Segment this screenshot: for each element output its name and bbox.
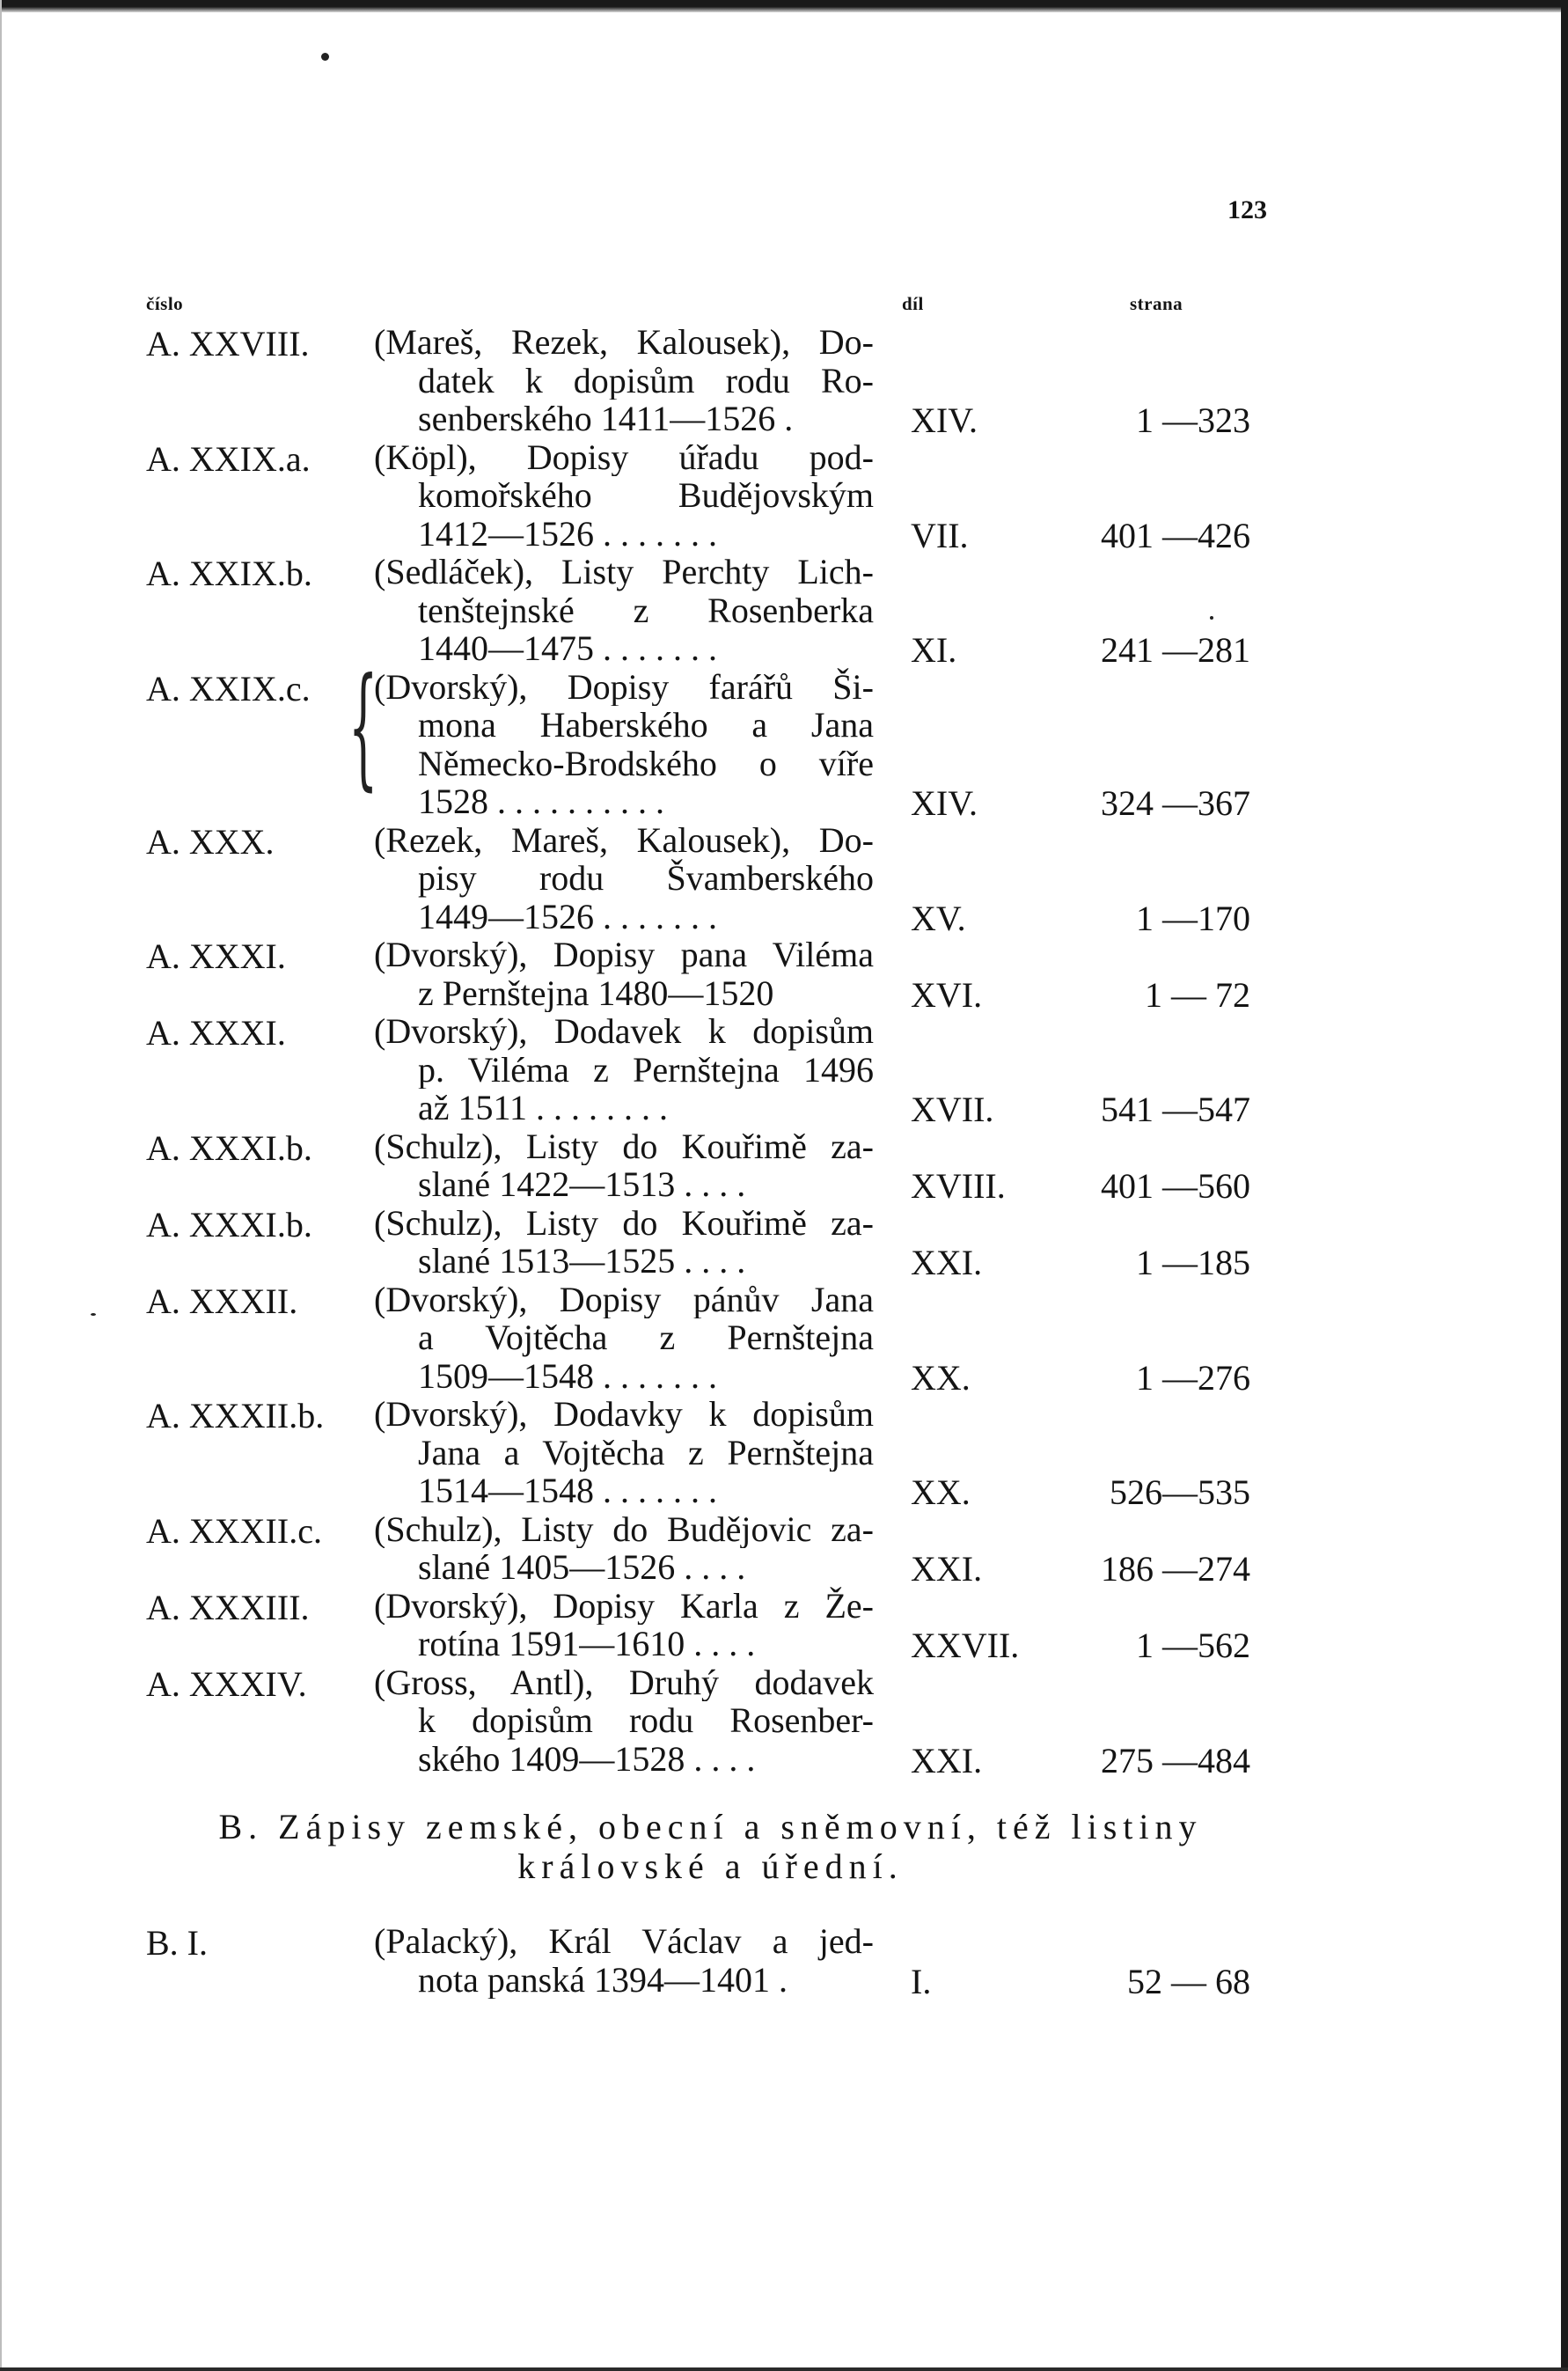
entry-cislo: A. XXIX.b. xyxy=(146,554,312,593)
entry-description-line: (Dvorský), Dodavek k dopisům xyxy=(374,1012,874,1051)
entry-description xyxy=(374,668,874,821)
section-b-title-line1: B. Zápisy zemské, obecní a sněmovní, též listiny xyxy=(218,1807,1203,1846)
entry-dil: XI. xyxy=(911,630,957,670)
column-header-dil: díl xyxy=(902,293,924,314)
entry-description-line: z Pernštejna 1480—1520 xyxy=(418,973,774,1012)
entry-description-line: slané 1513—1525 . . . . xyxy=(418,1242,746,1281)
entry-strana: 401 —560 xyxy=(1101,1166,1250,1206)
entry-description-line: 1514—1548 . . . . . . . xyxy=(418,1472,717,1510)
entry-description-line: tenštejnské z Rosenberka xyxy=(418,591,874,629)
entry-description-line: pisy rodu Švamberského xyxy=(418,859,874,898)
entry-description-line: (Dvorský), Dopisy pánův Jana xyxy=(374,1280,874,1318)
entry-description-line: senberského 1411—1526 . xyxy=(418,400,794,438)
entry-strana: 1 —170 xyxy=(1136,898,1250,938)
entry-description-line: p. Viléma z Pernštejna 1496 xyxy=(418,1050,874,1089)
entry-description-line: 1528 . . . . . . . . . . xyxy=(418,782,664,821)
entry-cislo: A. XXXI.b. xyxy=(146,1127,312,1168)
entry-strana: 324 —367 xyxy=(1101,783,1250,823)
entry-description-line: (Köpl), Dopisy úřadu pod- xyxy=(374,437,874,476)
entry-description-line: ského 1409—1528 . . . . xyxy=(418,1739,756,1778)
entry-cislo: A. XXVIII. xyxy=(146,324,310,363)
entry-description-line: až 1511 . . . . . . . . xyxy=(418,1089,669,1127)
entry-dil: XVII. xyxy=(911,1090,994,1129)
entry-description-line: (Rezek, Mareš, Kalousek), Do- xyxy=(374,820,874,859)
entry-dil: XX. xyxy=(911,1472,971,1512)
scan-speck xyxy=(1210,616,1213,620)
entry-strana: 52 — 68 xyxy=(1127,1961,1250,2001)
entry-strana: 541 —547 xyxy=(1101,1090,1250,1129)
entry-cislo: A. XXIX.c. xyxy=(146,668,311,708)
entry-description-line: a Vojtěcha z Pernštejna xyxy=(418,1318,874,1357)
entry-description-line: (Schulz), Listy do Kouřimě za- xyxy=(374,1127,874,1165)
entry-dil: VII. xyxy=(911,515,969,555)
entry-description xyxy=(374,1395,874,1510)
entry-description-line: (Mareš, Rezek, Kalousek), Do- xyxy=(374,323,874,362)
entry-description-line: Německo-Brodského o víře xyxy=(418,744,874,782)
scan-border-top xyxy=(0,0,1568,12)
entry-description xyxy=(374,1204,874,1281)
entry-description-line: 1412—1526 . . . . . . . xyxy=(418,514,717,553)
entry-dil: XXI. xyxy=(911,1243,983,1282)
entry-dil: I. xyxy=(911,1961,932,2001)
entry-strana: 241 —281 xyxy=(1101,630,1250,670)
section-b-title-line2: královské a úřední. xyxy=(517,1846,904,1886)
entry-description-line: (Sedláček), Listy Perchty Lich- xyxy=(374,553,874,591)
scan-speck xyxy=(91,1313,96,1316)
entry-description xyxy=(374,936,874,1012)
entry-strana: 186 —274 xyxy=(1101,1549,1250,1589)
entry-description-line: rotína 1591—1610 . . . . xyxy=(418,1625,756,1663)
entry-cislo: A. XXXII.b. xyxy=(146,1396,325,1435)
entry-strana: 401 —426 xyxy=(1101,515,1250,555)
entry-description-line: Jana a Vojtěcha z Pernštejna xyxy=(418,1433,874,1472)
entry-description-line: (Schulz), Listy do Kouřimě za- xyxy=(374,1203,874,1242)
entry-dil: XVIII. xyxy=(911,1166,1006,1206)
curly-brace: { xyxy=(348,650,378,804)
entry-description-line: 1449—1526 . . . . . . . xyxy=(418,897,717,936)
scan-border-left xyxy=(0,0,2,2371)
entry-description xyxy=(374,1012,874,1127)
entry-description xyxy=(374,1127,874,1204)
entry-description xyxy=(374,553,874,668)
entry-dil: XX. xyxy=(911,1357,971,1398)
scan-border-right xyxy=(1561,0,1568,2371)
entry-cislo: A. XXIX.a. xyxy=(146,438,311,479)
entry-description-line: 1509—1548 . . . . . . . xyxy=(418,1356,717,1395)
entry-description-line: datek k dopisům rodu Ro- xyxy=(418,361,874,400)
entry-cislo: A. XXXI. xyxy=(146,1013,286,1053)
column-header-strana: strana xyxy=(1130,293,1183,314)
entry-description-line: (Gross, Antl), Druhý dodavek xyxy=(374,1663,874,1701)
entry-strana: 1 — 72 xyxy=(1145,974,1250,1015)
entry-description-line: 1440—1475 . . . . . . . xyxy=(418,629,717,668)
entry-strana: 275 —484 xyxy=(1101,1740,1250,1780)
entry-strana: 1 —323 xyxy=(1136,400,1250,440)
entry-description-line: mona Haberského a Jana xyxy=(418,706,874,745)
entry-description-line: slané 1422—1513 . . . . xyxy=(418,1165,746,1204)
scan-border-bottom xyxy=(0,2367,1568,2371)
entry-description-line: nota panská 1394—1401 . xyxy=(418,1960,788,1999)
entry-description xyxy=(374,1922,874,1999)
entry-dil: XVI. xyxy=(911,974,983,1015)
entry-description-line: (Dvorský), Dopisy pana Viléma xyxy=(374,936,874,974)
entry-description xyxy=(374,438,874,554)
entry-cislo: A. XXXI. xyxy=(146,936,286,976)
column-header-cislo: číslo xyxy=(146,293,184,314)
entry-cislo: A. XXXIV. xyxy=(146,1663,307,1704)
scan-speck xyxy=(321,53,329,61)
entry-description-line: slané 1405—1526 . . . . xyxy=(418,1548,746,1587)
entry-dil: XIV. xyxy=(911,400,978,440)
entry-strana: 1 —562 xyxy=(1136,1626,1250,1665)
entry-description xyxy=(374,1281,874,1396)
entry-dil: XV. xyxy=(911,898,966,938)
entry-description xyxy=(374,821,874,936)
entry-description-line: (Dvorský), Dodavky k dopisům xyxy=(374,1395,874,1434)
entry-dil: XXVII. xyxy=(911,1626,1020,1665)
entry-cislo: A. XXXIII. xyxy=(146,1587,310,1627)
entry-description-line: (Schulz), Listy do Budějovic za- xyxy=(374,1509,874,1548)
entry-strana: 1 —276 xyxy=(1136,1357,1250,1398)
entry-strana: 526—535 xyxy=(1110,1472,1250,1512)
entry-cislo: A. XXXII. xyxy=(146,1281,298,1321)
entry-dil: XXI. xyxy=(911,1549,983,1589)
page-number: 123 xyxy=(1227,195,1267,224)
entry-description xyxy=(374,323,874,438)
entry-description xyxy=(374,1587,874,1663)
entry-description-line: (Dvorský), Dopisy Karla z Že- xyxy=(374,1586,874,1625)
entry-dil: XIV. xyxy=(911,783,978,823)
entry-cislo: A. XXX. xyxy=(146,821,275,862)
entry-description-line: (Palacký), Král Václav a jed- xyxy=(374,1922,874,1961)
entry-description-line: (Dvorský), Dopisy farářů Ši- xyxy=(374,667,874,706)
entry-description xyxy=(374,1510,874,1587)
entry-strana: 1 —185 xyxy=(1136,1243,1250,1282)
entry-cislo: A. XXXII.c. xyxy=(146,1510,322,1551)
entry-description xyxy=(374,1663,874,1779)
entry-cislo: A. XXXI.b. xyxy=(146,1204,312,1244)
entry-cislo: B. I. xyxy=(146,1923,208,1963)
entry-description-line: k dopisům rodu Rosenber- xyxy=(418,1701,874,1740)
entry-description-line: komořského Budějovským xyxy=(418,476,874,515)
entry-dil: XXI. xyxy=(911,1740,983,1780)
